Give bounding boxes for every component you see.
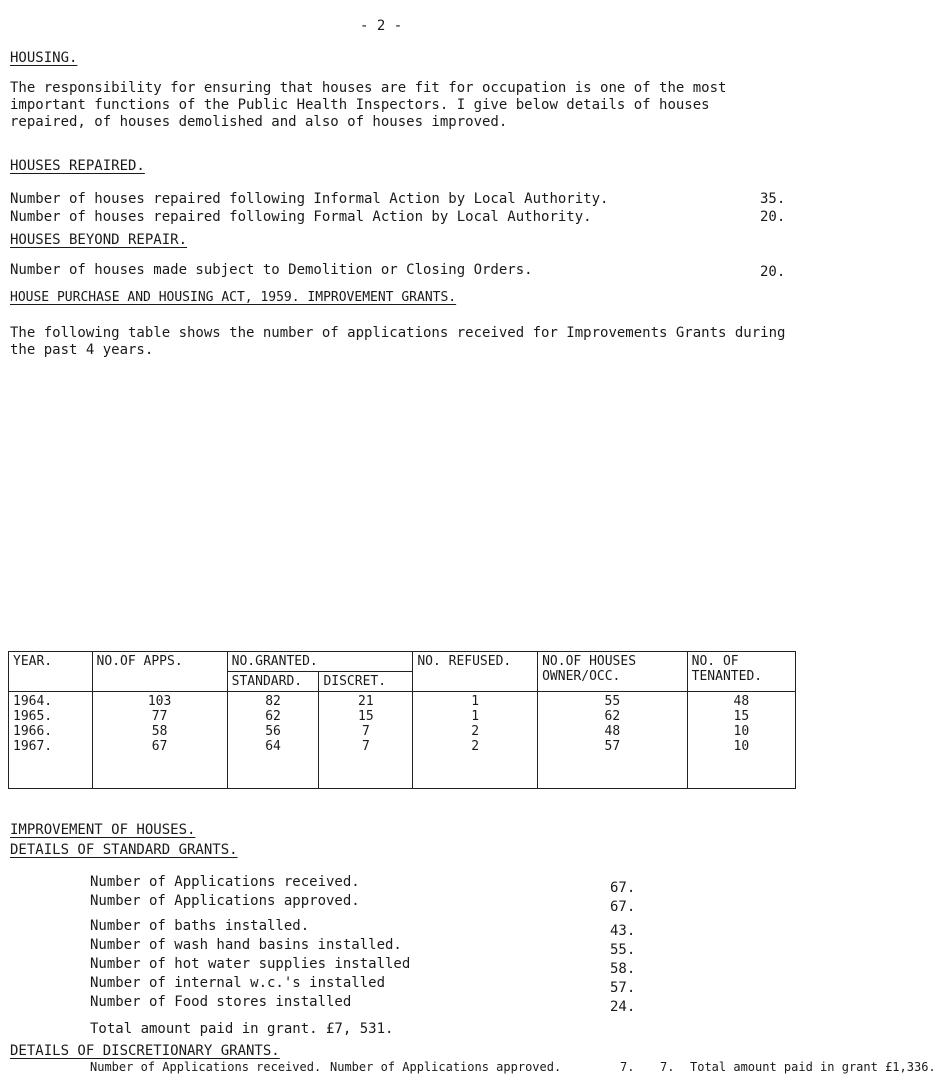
- intro-paragraph: The responsibility for ensuring that houses are fit for occupation is one of the most important functions of the Public Health Inspectors. I give below details of houses repaired, of houses demolished and also of houses improved.: [10, 80, 727, 130]
- header-year: YEAR.: [9, 652, 93, 692]
- internal-wc-value: 57.: [610, 980, 636, 996]
- std-applications-approved-value: 67.: [610, 899, 636, 915]
- owner-cell: 55 62 48 57: [538, 692, 688, 789]
- demolition-value: 20.: [760, 264, 786, 280]
- baths-value: 43.: [610, 923, 636, 939]
- section-subtitle-standard-grants: DETAILS OF STANDARD GRANTS.: [10, 842, 238, 858]
- header-apps: NO.OF APPS.: [92, 652, 227, 692]
- discretionary-grant-total: Total amount paid in grant £1,336.: [690, 1060, 936, 1074]
- table-intro: The following table shows the number of applications received for Improvements Grants during the past 4 years.: [10, 325, 786, 358]
- repaired-informal-label: Number of houses repaired following Informal Action by Local Authority.: [10, 191, 609, 207]
- standard-grant-total: Total amount paid in grant. £7, 531.: [90, 1021, 394, 1037]
- disc-applications-received-label: Number of Applications received.: [90, 1060, 322, 1074]
- grants-table: [8, 651, 796, 789]
- food-stores-label: Number of Food stores installed: [90, 994, 352, 1010]
- repaired-formal-label: Number of houses repaired following Formal Action by Local Authority.: [10, 209, 592, 225]
- tenanted-cell: 48 15 10 10: [687, 692, 795, 789]
- wash-basins-value: 55.: [610, 942, 636, 958]
- hot-water-value: 58.: [610, 961, 636, 977]
- std-applications-received-label: Number of Applications received.: [90, 874, 360, 890]
- table-header-row: [9, 652, 796, 672]
- header-discret: DISCRET.: [319, 672, 413, 692]
- disc-applications-approved-label: Number of Applications approved.: [330, 1060, 562, 1074]
- refused-cell: 1 1 2 2: [413, 692, 538, 789]
- year-cell: 1964. 1965. 1966. 1967.: [9, 692, 93, 789]
- table-row: [9, 692, 796, 789]
- standard-cell: 82 62 56 64: [227, 692, 319, 789]
- disc-applications-approved-value: 7.: [660, 1060, 675, 1074]
- wash-basins-label: Number of wash hand basins installed.: [90, 937, 402, 953]
- hot-water-label: Number of hot water supplies installed: [90, 956, 411, 972]
- header-standard: STANDARD.: [227, 672, 319, 692]
- std-applications-received-value: 67.: [610, 880, 636, 896]
- discret-cell: 21 15 7 7: [319, 692, 413, 789]
- header-granted: [227, 652, 413, 672]
- section-title-repaired: HOUSES REPAIRED.: [10, 158, 145, 174]
- header-granted-label: NO.GRANTED.: [231, 654, 318, 669]
- header-refused: NO. REFUSED.: [413, 652, 538, 692]
- repaired-formal-value: 20.: [760, 209, 786, 225]
- section-title-discretionary: DETAILS OF DISCRETIONARY GRANTS.: [10, 1043, 280, 1059]
- header-owner: NO.OF HOUSES OWNER/OCC.: [538, 652, 688, 692]
- apps-cell: 103 77 58 67: [92, 692, 227, 789]
- section-title-improvement-grants: HOUSE PURCHASE AND HOUSING ACT, 1959. IMPROVEMENT GRANTS.: [10, 290, 457, 305]
- page-number: - 2 -: [360, 18, 403, 34]
- demolition-label: Number of houses made subject to Demolition or Closing Orders.: [10, 262, 533, 278]
- header-tenanted: NO. OF TENANTED.: [687, 652, 795, 692]
- disc-applications-received-value: 7.: [620, 1060, 635, 1074]
- page-title: HOUSING.: [10, 50, 78, 66]
- internal-wc-label: Number of internal w.c.'s installed: [90, 975, 386, 991]
- repaired-informal-value: 35.: [760, 191, 786, 207]
- baths-label: Number of baths installed.: [90, 918, 310, 934]
- std-applications-approved-label: Number of Applications approved.: [90, 893, 360, 909]
- section-title-beyond-repair: HOUSES BEYOND REPAIR.: [10, 232, 188, 248]
- food-stores-value: 24.: [610, 999, 636, 1015]
- section-title-improvement: IMPROVEMENT OF HOUSES.: [10, 822, 196, 838]
